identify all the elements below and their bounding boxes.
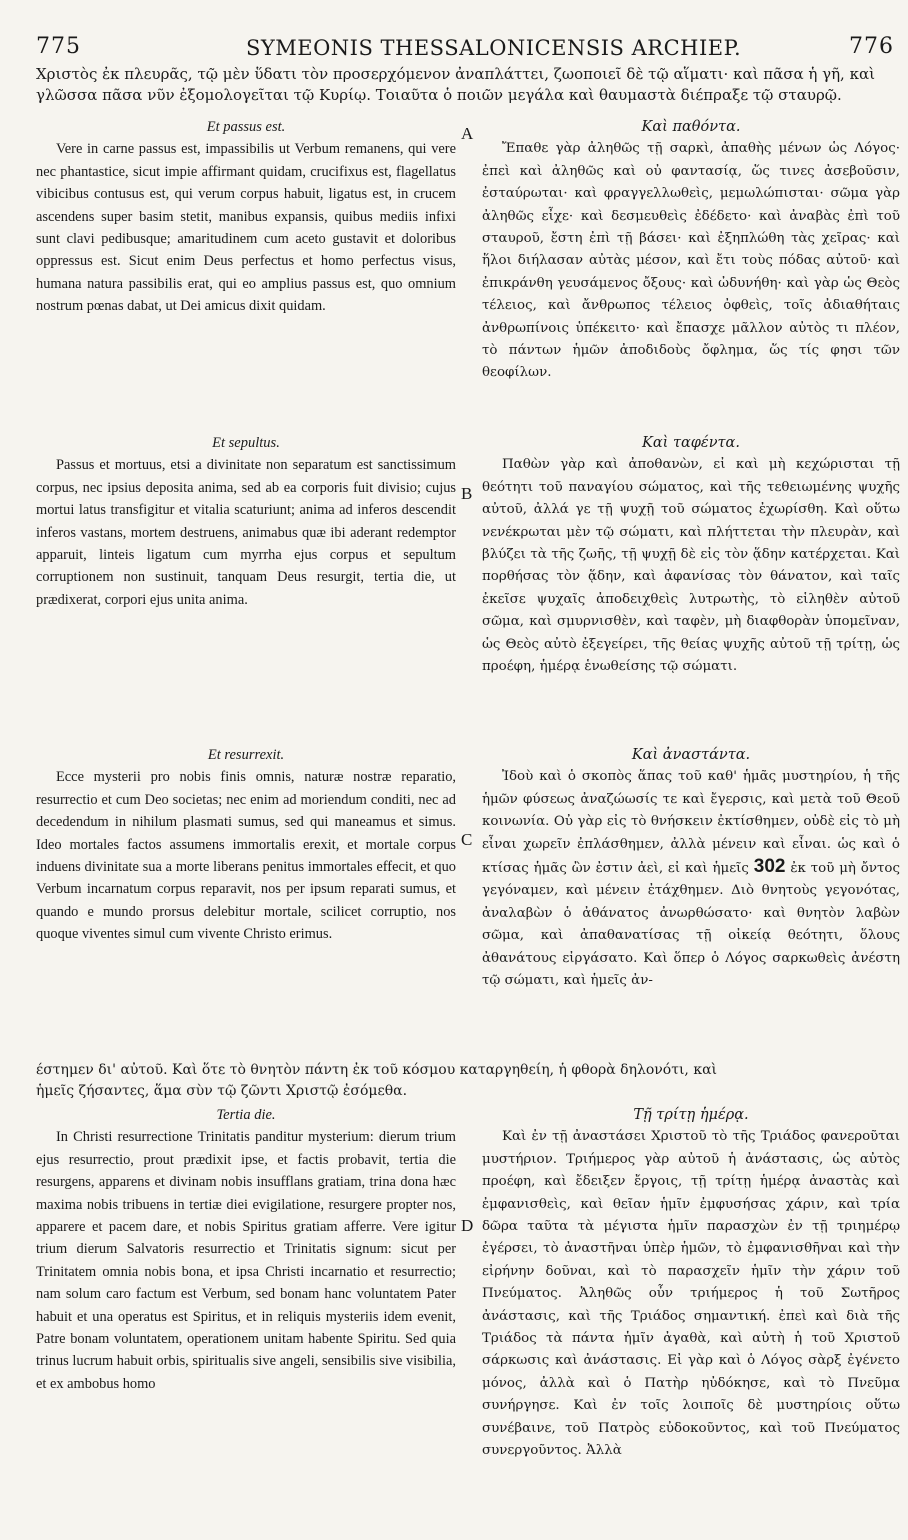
page-number-right: 776 — [849, 34, 894, 59]
margin-marker-b: B — [461, 484, 473, 503]
greek-section-taphenta — [482, 432, 900, 678]
section-text: Καὶ ἐν τῇ ἀναστάσει Χριστοῦ τὸ τῆς Τριάδος φανεροῦται μυστήριον. Τριήμερος γὰρ αὐτοῦ ἡ ἀνάστασις, ὡς αὐτὸς προέφη, καὶ ἔδειξεν ἔργοις, τῇ τρίτῃ ἡμέρᾳ ἀναστὰς καὶ ἐμφανισθεὶς, καὶ θεῖαν ἡμῖν ἐμφυσήσας χάριν, καὶ τρία δῶρα ταῦτα τὰ μέγιστα ἡμῖν παρασχὼν ἐν τῇ τριημέρῳ ἐγέρσει, τὸ ἀναστῆναι ὑπὲρ ἡμῶν, τὸ ἐμφανισθῆναι καὶ τὴν εἰρήνην δοῦναι, καὶ τὸ παρασχεῖν ἡμῖν τὴν χάριν τοῦ Πνεύματος. Ἀληθῶς οὖν τριήμερος ἡ τοῦ Σωτῆρος ἀνάστασις, καὶ τῆς Τριάδος σημαντική. ἐπεὶ καὶ διὰ τῆς Τριάδος τὰ πάντα ἡμῖν ἀγαθὰ, καὶ αὐτὴ ἡ τοῦ Χριστοῦ σάρκωσις καὶ ἀνάστασις. Εἰ γὰρ καὶ ὁ Λόγος σὰρξ ἐγένετο μόνος, ἀλλὰ καὶ ὁ Πατὴρ ηὐδόκησε, καὶ τὸ Πνεῦμα συνήργησε. Καὶ ἐν τοῖς λοιποῖς δὲ μυστηρίοις οὕτω συνέβαινε, τοῦ Πατρὸς εὐδοκοῦντος, καὶ τοῦ Πνεύματος συνεργοῦντος. Ἀλλὰ — [482, 1129, 900, 1459]
margin-marker-c: C — [461, 830, 473, 849]
section-text: Παθὼν γὰρ καὶ ἀποθανὼν, εἰ καὶ μὴ κεχώρισται τῇ θεότητι τοῦ παναγίου σώματος, καὶ τῆς τεθειωμένης ψυχῆς αὐτοῦ, ἀλλά γε τῇ ψυχῇ τοῦ σώματος ἐχωρίσθη. Καὶ οὕτω νενέκρωται μὲν τῷ σώματι, καὶ πλήττεται τὴν πλευρὰν, καὶ βλύζει τὰ τῆς ζωῆς, τῇ ψυχῇ δὲ εἰς τὸν ᾅδην κατέρχεται. Καὶ πορθήσας τὸν ᾅδην, καὶ ἀφανίσας τὸν θάνατον, καὶ ταῖς ἐκεῖσε ψυχαῖς ἀποδειχθεὶς λυτρωτὴς, τὸ εἱληθὲν αὐτοῦ σῶμα, καὶ σμυρνισθὲν, καὶ ταφὲν, μὴ διαφθορὰν ὑπομεῖναν, ὡς Θεὸς αὐτὸ ἐξεγείρει, τῆς θείας ψυχῆς αὐτοῦ τῇ τρίτῃ, ὡς προέφη, ἡμέρᾳ ἑνωθείσης τῷ σώματι. — [482, 457, 900, 675]
section-text: Ecce mysterii pro nobis finis omnis, naturæ nostræ reparatio, resurrectio et cum Deo societas; nec enim ad moriendum conditi, nec ad decedendum in nihilum plasmati sumus, sed qui maneamus et simus. Ideo mortales factos assumens immortalis erexit, et mortale corpus induens divinitate sua a morte liberans penitus immortales effecit, et quo Verbum incarnatum corpus reparavit, nos per ipsum reparati sumus, et quando e mundo prorsus delebitur mortale, scilicet corruptio, nos quoque viventes simul cum vivente Christo erimus. — [36, 769, 456, 943]
text-run: Ἰδοὺ καὶ ὁ σκοπὸς ἅπας τοῦ καθ' ἡμᾶς μυστηρίου, ἡ τῆς ἡμῶν φύσεως ἀναζώωσίς τε καὶ ἔγερσις, καὶ μετὰ τοῦ Θεοῦ κοινωνία. Οὐ γὰρ εἰς τὸ θνήσκειν ἐκτίσθημεν, οὐδὲ εἰς τὸ μὴ εἶναι χωρεῖν ἐπλάσθημεν, ἀλλὰ μένειν καὶ εἶναι. ὡς καὶ ὁ κτίσας ἡμᾶς ὢν ἐστιν ἀεὶ, εἰ καὶ ἡμεῖς — [482, 769, 900, 877]
greek-section-pathonta — [482, 116, 900, 385]
margin-marker-a: A — [461, 124, 474, 143]
section-text: Ἔπαθε γὰρ ἀληθῶς τῇ σαρκὶ, ἀπαθὴς μένων ὡς Λόγος· ἐπεὶ καὶ ἀληθῶς καὶ οὐ φαντασίᾳ, ὥς τινες ἀσεβοῦσιν, ἐσταύρωται· καὶ φραγγελλωθεὶς, μεμωλώπισται· σῶμα γὰρ ἀληθῶς εἶχε· καὶ δεσμευθεὶς ἐδέδετο· καὶ ἀναβὰς ἐπὶ τοῦ σταυροῦ, ἔστη ἐπὶ τῇ βάσει· καὶ ἐξηπλώθη τὰς χεῖρας· καὶ ἥλοι διήλασαν αὐτὰς μέσον, καὶ ἔτι τοὺς πόδας αὐτοῦ· καὶ ἐπικράνθη γευσάμενος ὄξους· καὶ ὠδυνήθη· καὶ γὰρ ὡς Θεὸς τέλειος, καὶ ἄνθρωπος τέλειος ὀφθεὶς, τοῖς ἀδιαθήταις ἀνθρωπίνοις ὑπέκειτο· καὶ ἔπασχε μᾶλλον αὐτὸς τι πλέον, τὸ πάντων ἡμῶν ἀποδιδοὺς ὄφλημα, ὥς τίς φησι τῶν θεοφίλων. — [482, 141, 900, 381]
text-line: γλῶσσα πᾶσα νῦν ἐξομολογεῖται τῷ Κυρίῳ. Τοιαῦτα ὁ ποιῶν μεγάλα καὶ θαυμαστὰ διέπραξε τῷ σταυρῷ. — [36, 86, 842, 104]
section-text: In Christi resurrectione Trinitatis panditur mysterium: dierum trium ejus resurrectio, prout prædixit ipse, et factis probavit, tertia die resurgens, apparens et divinam nobis insufflans gratiam, trina dona hæc maxima nobis tribuens in tertiæ diei evigilatione, resurgere propter nos, apparere et pacem dare, et nobis Spiritus gratiam afferre. Vere igitur trium dierum Salvatoris resurrectio et Trinitatis signum: sicut per Trinitatem omnia nobis bona, et ipsa Christi incarnatio et resurrectio; nam solum caro factum est Verbum, sed bonam hanc voluntatem Pater habuit et una operatus est Spiritus, et in reliquis mysteriis idem evenit, Patre bonam voluntatem, operationem unitam habente Spiritu. Sed quia trinus lucrum habuit orbis, spiritualis sive angeli, sensibilis sive visibilia, et ex ambobus homo — [36, 1129, 456, 1392]
text-line: Χριστὸς ἐκ πλευρᾶς, τῷ μὲν ὕδατι τὸν προσερχόμενον ἀναπλάττει, ζωοποιεῖ δὲ τῷ αἵματι· καὶ πᾶσα ἡ γῆ, καὶ — [36, 65, 875, 83]
greek-section-anastanta — [482, 744, 900, 992]
text-line: έστημεν δι' αὐτοῦ. Καὶ ὅτε τὸ θνητὸν πάντη ἐκ τοῦ κόσμου καταργηθείη, ἡ φθορὰ δηλονότι, καὶ — [36, 1062, 718, 1078]
section-text: Vere in carne passus est, impassibilis ut Verbum remanens, qui vere nec phantastice, sicut impie affirmant quidam, crucifixus est, flagellatus vibicibus contusus est, qui verum corpus habuit, ligatus est, in crucem ascendens super basim stetit, manibus expansis, quibus mediis infixi sunt clavi pedibusque; amaritudinem cum aceto gustavit et doloribus oppressus est. Sicut enim Deus perfectus et homo perfectus visus, humana natura passibilis erat, qui eo amplius passus est, quo omnium nostrum pœnas dabat, ut Dei amicus dixit quidam. — [36, 141, 456, 315]
section-heading: Καὶ ἀναστάντα. — [631, 747, 751, 763]
latin-section-tertia-die — [36, 1104, 456, 1395]
full-width-greek — [36, 1060, 898, 1102]
latin-section-sepultus — [36, 432, 456, 611]
section-heading: Καὶ παθόντα. — [641, 119, 741, 135]
latin-section-resurrexit — [36, 744, 456, 946]
greek-section-trite-hemera — [482, 1104, 900, 1463]
section-heading: Τῇ τρίτῃ ἡμέρᾳ. — [633, 1107, 749, 1123]
column-number: 302 — [753, 856, 786, 878]
latin-section-passus — [36, 116, 456, 318]
section-heading: Καὶ ταφέντα. — [642, 435, 740, 451]
margin-marker-d: D — [461, 1216, 474, 1235]
section-heading: Et resurrexit. — [207, 747, 285, 763]
section-heading: Tertia die. — [216, 1107, 276, 1123]
top-greek-text — [36, 64, 898, 106]
section-text — [482, 766, 900, 992]
section-heading: Et sepultus. — [212, 435, 280, 451]
section-heading: Et passus est. — [206, 119, 286, 135]
running-title: SYMEONIS THESSALONICENSIS ARCHIEP. — [246, 36, 742, 60]
text-run: ἐκ τοῦ μὴ ὄντος γεγόναμεν, καὶ μένειν ἐτάχθημεν. Διὸ θνητοὺς γεγονότας, ἀναλαβὼν ὁ ἀθάνατος ἀνωρθώσατο· καὶ θνητὸν λαβὼν σῶμα, καὶ ἀπαθανατίσας τῇ οἰκείᾳ θεότητι, ὅλους ἀθανάτους εἰργάσατο. Καὶ ὅπερ ὁ Λόγος σαρκωθεὶς ἀνέστη τῷ σώματι, καὶ ἡμεῖς ἀν- — [482, 861, 900, 989]
page-number-left: 775 — [36, 34, 81, 59]
section-text: Passus et mortuus, etsi a divinitate non separatum est sanctissimum corpus, nec ipsius deposita anima, sed ab ea corporis fuit divisio; cujus mortui latus transfigitur et vitalia scaturiunt; anima ad inferos descendit inferos vastans, mortem destruens, animabus quæ ibi aderant redemptor apparuit, linteis ligatum cum myrrha ejus corpus et sepultum corruptionem non sustinuit, tanquam Deus resurgit, tertia die, ut prædixerat, corpori ejus unita anima. — [36, 457, 456, 608]
page-header — [36, 34, 894, 60]
text-line: ἡμεῖς ζήσαντες, ἅμα σὺν τῷ ζῶντι Χριστῷ ἐσόμεθα. — [36, 1083, 408, 1099]
